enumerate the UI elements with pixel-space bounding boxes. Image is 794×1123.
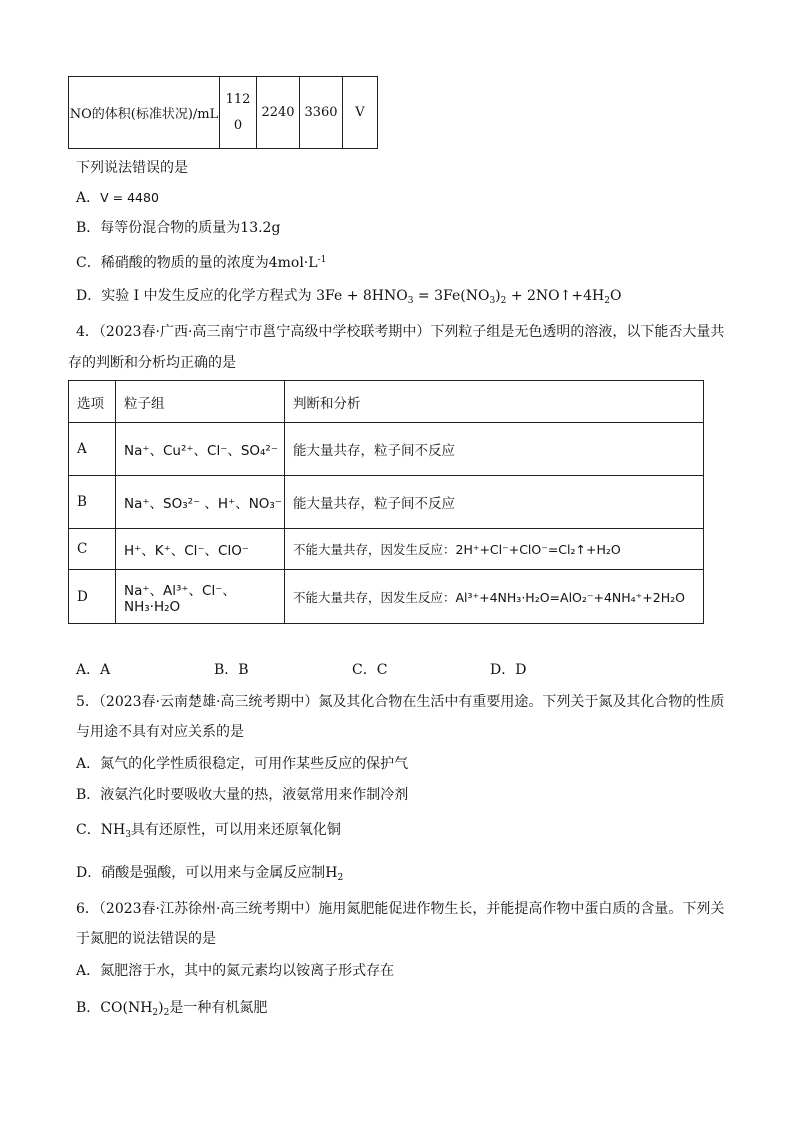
q6-b-sub2: 2 <box>163 1008 170 1018</box>
row-particles: Na⁺、Al³⁺、Cl⁻、NH₃·H₂O <box>116 570 285 624</box>
header-analysis: 判断和分析 <box>285 381 704 423</box>
q3-d-eq-3: ) <box>495 288 501 304</box>
q6-stem-line-1: 6．（2023春·江苏徐州·高三统考期中）施用氮肥能促进作物生长，并能提高作物中蛋白质的含量。下列关 <box>76 901 725 917</box>
q3-c-label: C．稀硝酸的物质的量的浓度为 <box>76 255 269 271</box>
q5-option-a: A．氮气的化学性质很稳定，可用作某些反应的保护气 <box>76 756 409 772</box>
header-particles: 粒子组 <box>116 381 285 423</box>
q6-b-pre: B． <box>76 1000 101 1016</box>
cell-value-1-top: 112 <box>225 91 251 107</box>
row-particles: Na⁺、SO₃²⁻ 、H⁺、NO₃⁻ <box>116 476 285 529</box>
q3-d-eq-5: O <box>609 288 622 304</box>
q6-option-a: A．氮肥溶于水，其中的氮元素均以铵离子形式存在 <box>76 963 395 979</box>
table-row <box>69 476 704 529</box>
q5-c-post: 具有还原性，可以用来还原氧化铜 <box>130 822 341 838</box>
q6-option-b <box>76 998 267 1023</box>
cell-value-1-bottom: 0 <box>233 117 243 133</box>
q3-d-eq-2: = 3Fe(NO <box>413 288 490 304</box>
q5-d-sub: 2 <box>337 873 344 883</box>
cell-value-3: 3360 <box>304 105 338 120</box>
row-option: A <box>69 423 116 476</box>
cell-value-4: V <box>355 105 365 120</box>
table-cell-2 <box>257 77 300 149</box>
row-particles: H⁺、K⁺、Cl⁻、ClO⁻ <box>116 529 285 570</box>
q3-option-d <box>76 286 621 311</box>
row-analysis: 不能大量共存，因发生反应：2H⁺+Cl⁻+ClO⁻=Cl₂↑+H₂O <box>285 529 704 570</box>
q3-stem: 下列说法错误的是 <box>76 160 188 176</box>
q3-option-a <box>76 188 159 208</box>
q6-b-formula: CO(NH <box>100 1000 153 1016</box>
q5-option-b: B．液氨汽化时要吸收大量的热，液氨常用来作制冷剂 <box>76 787 409 803</box>
q3-c-value: 4mol·L <box>268 255 318 271</box>
q5-c-pre: C． <box>76 822 101 838</box>
choice-a: A．A <box>76 662 111 678</box>
table-row <box>69 529 704 570</box>
q3-a-label: A． <box>76 190 101 206</box>
q3-b-value: 13.2g <box>240 220 281 236</box>
q3-d-eq-1: 3Fe + 8HNO <box>316 288 408 304</box>
row-analysis: 不能大量共存，因发生反应：Al³⁺+4NH₃·H₂O=AlO₂⁻+4NH₄⁺+2H₂O <box>285 570 704 624</box>
row-option: C <box>69 529 116 570</box>
header-option: 选项 <box>69 381 116 423</box>
q6-b-post: 是一种有机氮肥 <box>169 1000 268 1016</box>
q6-b-formula-end: ) <box>158 1000 164 1016</box>
q5-stem-line-2: 与用途不具有对应关系的是 <box>76 724 244 740</box>
q5-option-c <box>76 820 341 845</box>
q3-c-sup: -1 <box>317 255 327 265</box>
q3-b-label: B．每等份混合物的质量为 <box>76 220 241 236</box>
q3-d-eq-3-sub: 2 <box>500 296 507 306</box>
table-header-row <box>69 381 704 423</box>
table-cell-1 <box>220 77 257 149</box>
q5-c-sub: 3 <box>125 830 131 840</box>
q5-c-formula: NH <box>100 822 126 838</box>
choice-c: C．C <box>352 662 388 678</box>
table-row <box>69 423 704 476</box>
q3-d-eq-4: + 2NO↑+4H <box>506 288 605 304</box>
table-label: NO的体积(标准状况)/mL <box>69 107 219 122</box>
q6-stem-line-2: 于氮肥的说法错误的是 <box>76 931 216 947</box>
q3-d-label: D．实验 I 中发生反应的化学方程式为 <box>76 288 312 304</box>
q3-a-text: V = 4480 <box>100 190 159 205</box>
no-volume-table <box>68 76 378 149</box>
row-analysis: 能大量共存，粒子间不反应 <box>285 476 704 529</box>
q5-d-formula: H <box>325 865 338 881</box>
q4-stem-line-1: 4．（2023春·广西·高三南宁市邕宁高级中学校联考期中）下列粒子组是无色透明的溶液，以下能否大量共 <box>76 324 725 340</box>
q5-d-pre: D．硝酸是强酸，可以用来与金属反应制 <box>76 865 326 881</box>
table-row <box>69 570 704 624</box>
choice-b: B．B <box>214 662 249 678</box>
row-particles: Na⁺、Cu²⁺、Cl⁻、SO₄²⁻ <box>116 423 285 476</box>
table-cell-3 <box>300 77 343 149</box>
row-analysis: 能大量共存，粒子间不反应 <box>285 423 704 476</box>
q3-option-b <box>76 218 280 238</box>
table-cell-4 <box>343 77 378 149</box>
q3-d-eq-2-sub: 3 <box>489 296 496 306</box>
row-option: D <box>69 570 116 624</box>
row-option: B <box>69 476 116 529</box>
q3-d-eq-1-sub: 3 <box>407 296 414 306</box>
q6-b-sub: 2 <box>152 1008 159 1018</box>
q5-option-d <box>76 863 343 888</box>
q3-d-eq-4-sub: 2 <box>604 296 610 306</box>
table-label-cell <box>69 77 220 149</box>
q5-stem-line-1: 5．（2023春·云南楚雄·高三统考期中）氮及其化合物在生活中有重要用途。下列关于氮及其化合物的性质 <box>76 694 725 710</box>
q4-options-table <box>68 380 704 624</box>
q4-stem-line-2: 存的判断和分析均正确的是 <box>68 355 236 371</box>
cell-value-2: 2240 <box>261 105 295 120</box>
q3-option-c <box>76 250 326 273</box>
q4-choices <box>76 660 526 680</box>
choice-d: D．D <box>490 662 527 678</box>
